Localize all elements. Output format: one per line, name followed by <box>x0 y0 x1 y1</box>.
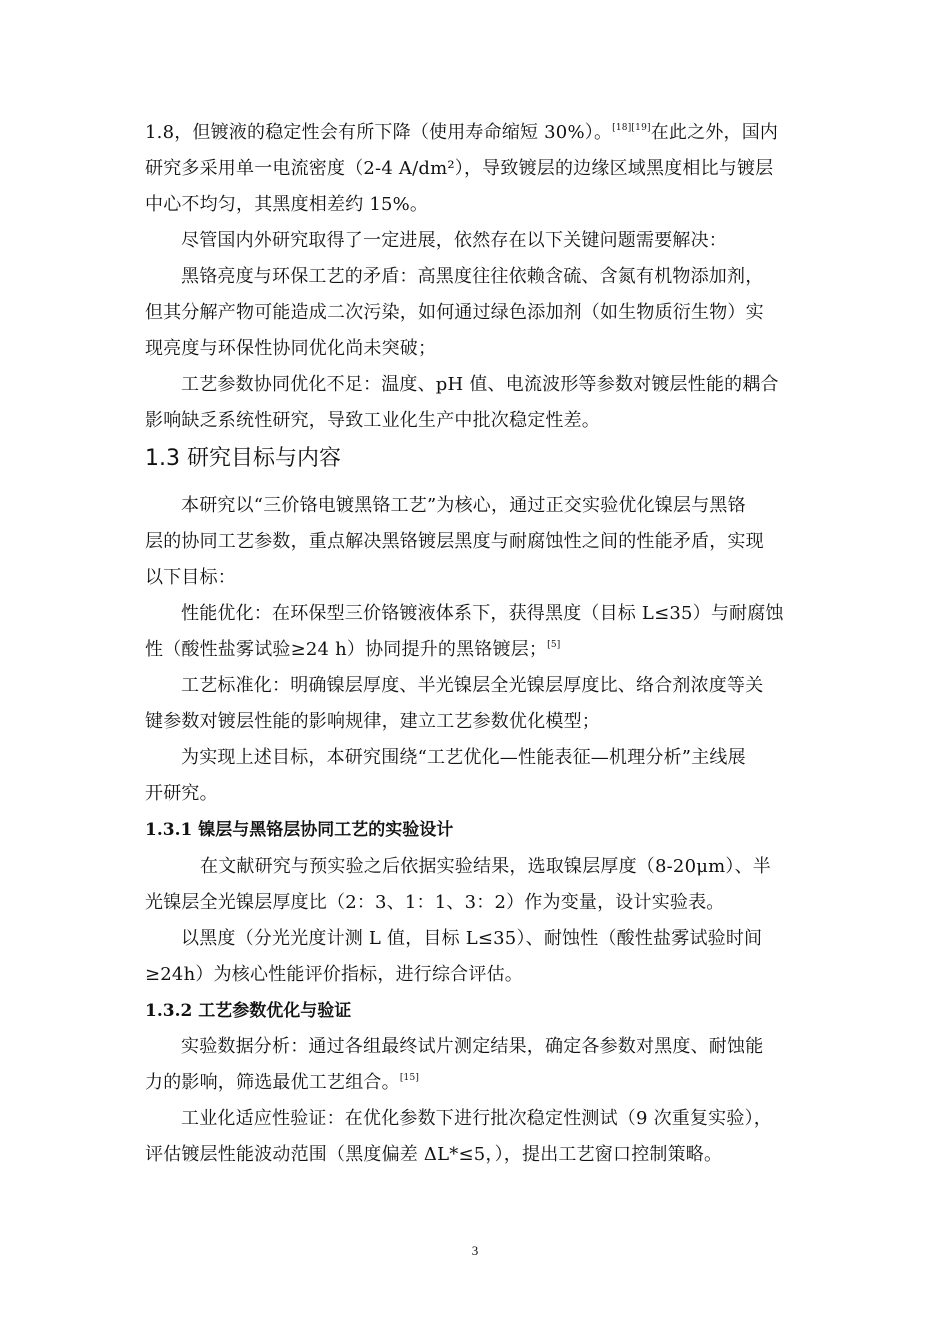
subsection-heading: 1.3.1 镍层与黑铬层协同工艺的实验设计 <box>145 820 454 840</box>
body-text: 1.8，但镀液的稳定性会有所下降（使用寿命缩短 30%）。 <box>145 122 613 143</box>
paragraph-line: 工业化适应性验证：在优化参数下进行批次稳定性测试（9 次重复实验）， <box>181 1108 772 1129</box>
paragraph-line: 黑铬亮度与环保工艺的矛盾：高黑度往往依赖含硫、含氮有机物添加剂， <box>181 266 764 287</box>
paragraph-line: 工艺标准化：明确镍层厚度、半光镍层全光镍层厚度比、络合剂浓度等关 <box>181 675 764 696</box>
body-text: 在此之外，国内 <box>650 122 779 143</box>
paragraph-line: 但其分解产物可能造成二次污染，如何通过绿色添加剂（如生物质衍生物）实 <box>145 302 764 323</box>
paragraph-line: 光镍层全光镍层厚度比（2：3、1：1、3：2）作为变量，设计实验表。 <box>145 892 725 913</box>
paragraph-line: 现亮度与环保性协同优化尚未突破； <box>145 338 437 359</box>
paragraph-line: 本研究以“三价铬电镀黑铬工艺”为核心，通过正交实验优化镍层与黑铬 <box>181 495 746 516</box>
citation-superscript: [5] <box>547 640 561 650</box>
subsection-heading: 1.3.2 工艺参数优化与验证 <box>145 1001 352 1021</box>
citation-superscript: [15] <box>399 1073 420 1083</box>
paragraph-line: 实验数据分析：通过各组最终试片测定结果，确定各参数对黑度、耐蚀能 <box>181 1036 764 1057</box>
body-text: 性（酸性盐雾试验≥24 h）协同提升的黑铬镀层； <box>145 639 548 660</box>
paragraph-line: 层的协同工艺参数，重点解决黑铬镀层黑度与耐腐蚀性之间的性能矛盾，实现 <box>145 531 764 552</box>
paragraph-line: 开研究。 <box>145 783 218 804</box>
paragraph-line: 研究多采用单一电流密度（2-4 A/dm²），导致镀层的边缘区域黑度相比与镀层 <box>145 158 774 179</box>
paragraph-line: 以黑度（分光光度计测 L 值，目标 L≤35）、耐蚀性（酸性盐雾试验时间 <box>181 928 763 949</box>
paragraph-line <box>145 1071 815 1095</box>
paragraph-line: 评估镀层性能波动范围（黑度偏差 ΔL*≤5，），提出工艺窗口控制策略。 <box>145 1144 723 1165</box>
paragraph-line: 性能优化：在环保型三价铬镀液体系下，获得黑度（目标 L≤35）与耐腐蚀 <box>181 603 784 624</box>
paragraph-line: 尽管国内外研究取得了一定进展，依然存在以下关键问题需要解决： <box>181 230 727 251</box>
paragraph-line: 键参数对镀层性能的影响规律，建立工艺参数优化模型； <box>145 711 600 732</box>
paragraph-line: 中心不均匀，其黑度相差约 15%。 <box>145 194 429 215</box>
paragraph-line <box>145 638 815 662</box>
paragraph-line <box>145 121 815 145</box>
paragraph-line: 为实现上述目标，本研究围绕“工艺优化—性能表征—机理分析”主线展 <box>181 747 746 768</box>
citation-superscript: [18][19] <box>612 123 651 133</box>
paragraph-line: ≥24h）为核心性能评价指标，进行综合评估。 <box>145 964 523 985</box>
paragraph-line: 在文献研究与预实验之后依据实验结果，选取镍层厚度（8-20μm）、半 <box>200 856 772 877</box>
section-heading: 1.3 研究目标与内容 <box>145 446 341 471</box>
body-text: 力的影响，筛选最优工艺组合。 <box>145 1072 400 1093</box>
page-number: 3 <box>471 1243 479 1258</box>
paragraph-line: 工艺参数协同优化不足：温度、pH 值、电流波形等参数对镀层性能的耦合 <box>181 374 779 395</box>
paragraph-line: 影响缺乏系统性研究，导致工业化生产中批次稳定性差。 <box>145 410 600 431</box>
paragraph-line: 以下目标： <box>145 567 236 588</box>
